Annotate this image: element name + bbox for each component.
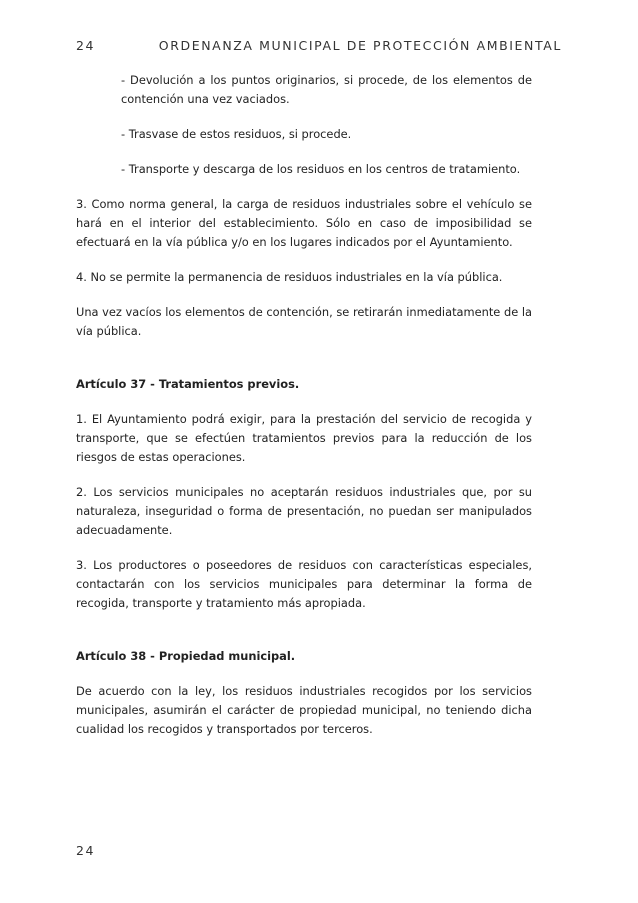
article-37-paragraph-2: 2. Los servicios municipales no aceptarán residuos industriales que, por su naturaleza, inseguridad o forma de presentación, no puedan ser manipulados adecuadamente. <box>76 485 532 537</box>
list-item-transporte: - Transporte y descarga de los residuos en los centros de tratamiento. <box>121 162 521 176</box>
article-37-paragraph-1: 1. El Ayuntamiento podrá exigir, para la prestación del servicio de recogida y transporte, que se efectúen tratamientos previos para la reducción de los riesgos de estas operaciones. <box>76 412 532 464</box>
header-title: ORDENANZA MUNICIPAL DE PROTECCIÓN AMBIENTAL <box>158 38 562 53</box>
article-38-paragraph-1: De acuerdo con la ley, los residuos industriales recogidos por los servicios municipales, asumirán el carácter de propiedad municipal, no teniendo dicha cualidad los recogidos y transportados por terceros. <box>76 684 532 736</box>
article-37-heading: Artículo 37 - Tratamientos previos. <box>76 377 300 391</box>
footer-page-number: 24 <box>76 843 96 858</box>
article-38-heading: Artículo 38 - Propiedad municipal. <box>76 649 296 663</box>
paragraph-retiro: Una vez vacíos los elementos de contención, se retirarán inmediatamente de la vía pública. <box>76 305 532 338</box>
paragraph-3: 3. Como norma general, la carga de residuos industriales sobre el vehículo se hará en el interior del establecimiento. Sólo en caso de imposibilidad se efectuará en la vía pública y/o en los lugares indicados por el Ayuntamiento. <box>76 197 532 249</box>
list-item-devolucion: - Devolución a los puntos originarios, si procede, de los elementos de contención una vez vaciados. <box>121 73 532 106</box>
header-page-number: 24 <box>76 38 96 53</box>
list-item-trasvase: - Trasvase de estos residuos, si procede. <box>121 127 352 141</box>
document-body <box>76 71 532 739</box>
paragraph-4: 4. No se permite la permanencia de residuos industriales en la vía pública. <box>76 270 503 284</box>
article-37-paragraph-3: 3. Los productores o poseedores de residuos con características especiales, contactarán con los servicios municipales para determinar la forma de recogida, transporte y tratamiento más apropiada. <box>76 558 532 610</box>
